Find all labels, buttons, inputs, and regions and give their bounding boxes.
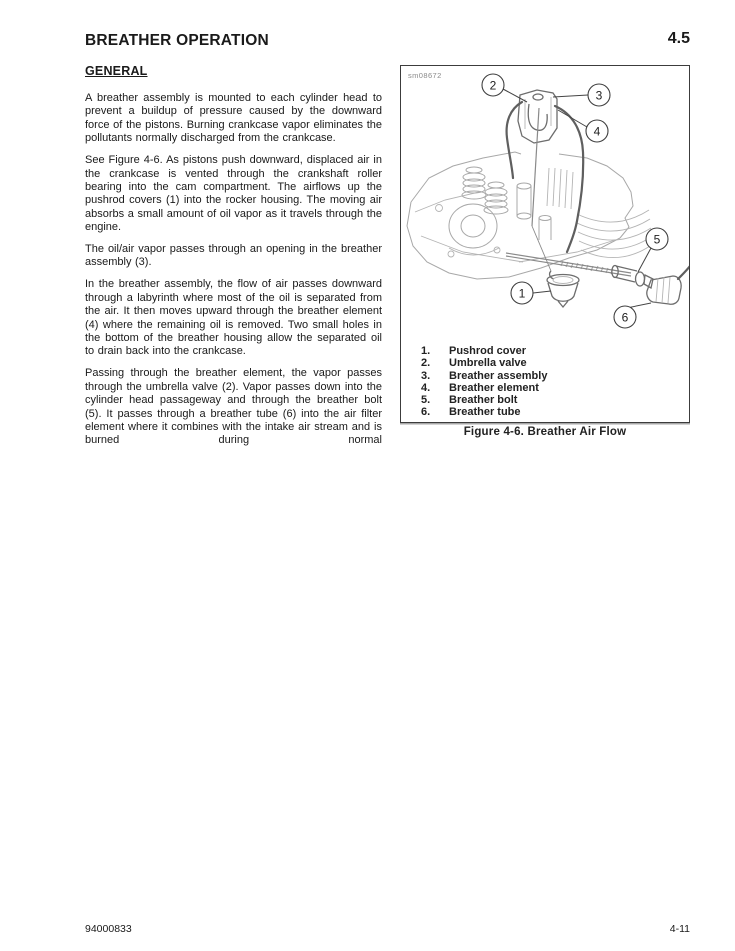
legend-item (401, 394, 689, 406)
paragraph: A breather assembly is mounted to each cylinder head to prevent a buildup of pressure caused by the downward force of the pistons. Burning crankcase vapor eliminates the pollutants normally discharged from the crankcase. (85, 92, 382, 145)
callout-5 (646, 228, 668, 250)
legend-item-label: Breather bolt (449, 394, 518, 407)
legend-item-number: 6. (421, 406, 431, 419)
legend-item (401, 357, 689, 369)
paragraph: Passing through the breather element, the vapor passes through the umbrella valve (2). Vapor passes down into the cylinder head passageway and through the breather bolt (5). It passes through a breather tube (6) into the air filter element where it combines with the intake air stream and is burned during normal (85, 367, 382, 447)
paragraph: In the breather assembly, the flow of air passes downward through a labyrinth where most of the oil is separated from the air. It then moves upward through the breather element (4) where the remaining oil is removed. Two small holes in the bottom of the breather housing allow the separated oil to drain back into the crankcase. (85, 278, 382, 358)
legend-item-label: Umbrella valve (449, 357, 527, 370)
callout-2 (482, 74, 504, 96)
callout-2-number: 2 (489, 78, 497, 93)
callout-3-number: 3 (595, 88, 603, 103)
legend-item-number: 1. (421, 345, 431, 357)
callout-1 (511, 282, 533, 304)
figure-caption: Figure 4-6. Breather Air Flow (463, 426, 627, 438)
footer-part-number: 94000833 (85, 923, 132, 935)
callout-4-number: 4 (593, 124, 601, 139)
callout-4 (586, 120, 608, 142)
page-title: BREATHER OPERATION (85, 32, 269, 49)
breather-tube-drawing (647, 266, 689, 304)
callout-6 (614, 306, 636, 328)
legend-item-number: 3. (421, 369, 431, 382)
legend-item-label: Breather element (449, 381, 539, 394)
callout-5-number: 5 (653, 232, 661, 247)
section-number: 4.5 (667, 30, 690, 47)
pushrod-cover-drawing (547, 271, 579, 307)
legend-item-number: 4. (421, 381, 431, 394)
legend-item-label: Pushrod cover (449, 345, 527, 357)
legend-item-label: Breather tube (449, 406, 521, 419)
general-heading: GENERAL (85, 64, 148, 78)
paragraph: The oil/air vapor passes through an opening in the breather assembly (3). (85, 243, 382, 269)
footer-page-number: 4-11 (669, 923, 690, 935)
legend-item-number: 2. (421, 357, 431, 370)
callout-3 (588, 84, 610, 106)
body-text-column (85, 92, 382, 456)
callout-1-number: 1 (518, 286, 526, 301)
legend-item (401, 370, 689, 382)
paragraph: See Figure 4-6. As pistons push downward, displaced air in the crankcase is vented through the crankshaft roller bearing into the cam compartment. The airflows up the pushrod covers (1) into the rocker housing. The moving air absorbs a small amount of oil vapor as it travels through the engine. (85, 154, 382, 234)
breather-bolt-drawing (612, 266, 653, 289)
figure-legend (401, 345, 689, 419)
figure-image-code: sm08672 (408, 71, 442, 80)
legend-item (401, 382, 689, 394)
legend-item-number: 5. (421, 394, 431, 407)
legend-item (401, 345, 689, 357)
figure-breather-air-flow (400, 65, 690, 423)
legend-item (401, 406, 689, 418)
legend-item-label: Breather assembly (449, 369, 548, 382)
callout-6-number: 6 (621, 310, 629, 325)
breather-diagram (401, 66, 689, 344)
